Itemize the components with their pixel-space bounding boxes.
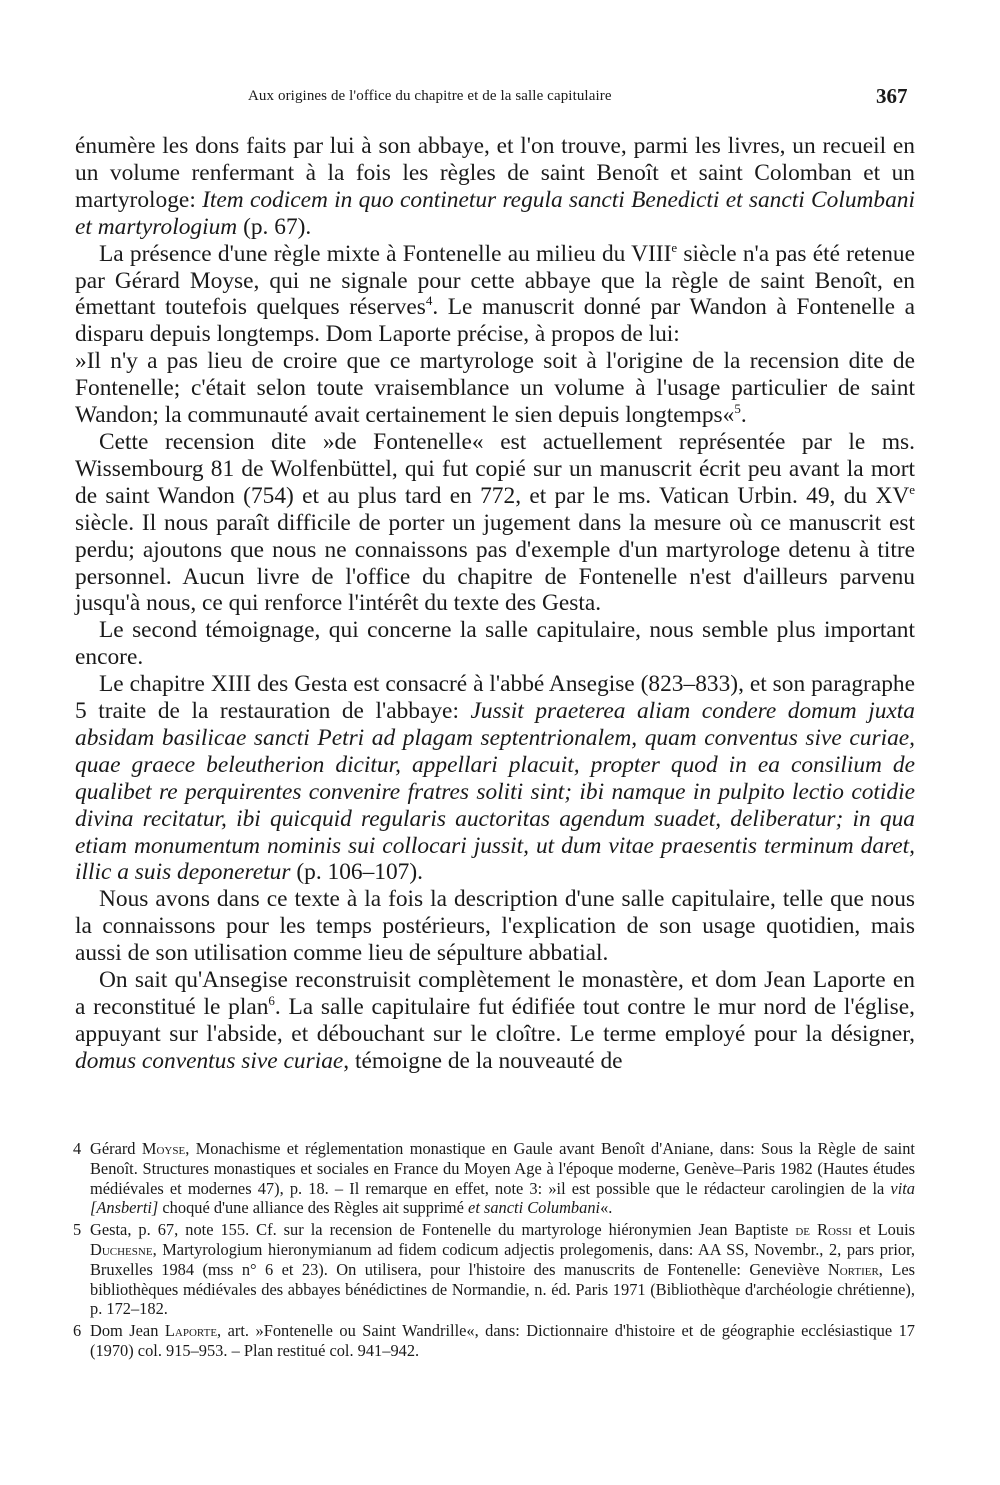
paragraph-4: Cette recension dite »de Fontenelle« est actuellement représentée par le ms. Wissembourg 81 de Wolfenbüttel, qui fut copié sur un manuscrit écrit peu avant la mort de saint Wandon (754) et au plus tard en 772, et par le ms. Vatican Urbin. 49, du XVe siècle. Il nous paraît difficile de porter un jugement dans la mesure où ce manuscrit est perdu; ajoutons que nous ne connaissons pas d'exemple d'un martyrologe detenu à titre personnel. Aucun livre de l'office du chapitre de Fontenelle n'est d'ailleurs parvenu jusqu'à nous, ce qui renforce l'intérêt du texte des Gesta. [75, 428, 915, 617]
paragraph-8: On sait qu'Ansegise reconstruisit complètement le monastère, et dom Jean Laporte en a reconstitué le plan$^6$. La salle capitulaire fut édifiée tout contre le mur nord de l'église, appuyant sur l'abside, et débouchant sur le cloître. Le terme employé pour la désigner, domus conventus sive curiae, témoigne de la nouveauté de [75, 967, 915, 1074]
paragraph-6: Le chapitre XIII des Gesta est consacré à l'abbé Ansegise (823–833), et son paragraphe 5 traite de la restauration de l'abbaye: Jussit praeterea aliam condere domum juxta absidam basilicae sancti Petri ad plagam septentrionalem, quam conventus sive curiae, quae graece beleutherion dicitur, appellari placuit, propter quod in ea consilium de qualibet re perquirentes convenire fratres soliti sint; ibi namque in pulpito lectio cotidie divina recitatur, ibi quicquid regularis auctoritas agendum suadet, deliberatur; in qua etiam monumentum nominis sui collocari jussit, ut dum vitae praesentis terminum daret, illic a suis deponeretur (p. 106–107). [75, 671, 915, 886]
main-text [75, 133, 915, 1075]
footnotes [73, 1139, 915, 1363]
paragraph-5: Le second témoignage, qui concerne la salle capitulaire, nous semble plus important encore. [75, 617, 915, 671]
running-title: Aux origines de l'office du chapitre et de la salle capitulaire [248, 88, 612, 104]
footnote-5: 5 Gesta, p. 67, note 155. Cf. sur la recension de Fontenelle du martyrologe hiéronymien Jean Baptiste de Rossi et Louis Duchesne, Martyrologium hieronymianum ad fidem codicum adjectis prolegomenis, dans: AA SS, Novembr., 2, pars prior, Bruxelles 1984 (mss n° 6 et 23). On utilisera, pour l'histoire des manuscrits de Fontenelle: Geneviève Nortier, Les bibliothèques médiévales des abbayes bénédictines de Normandie, n. éd. Paris 1971 (Bibliothèque d'archéologie chrétienne), p. 172–182. [73, 1220, 916, 1319]
footnote-ref-5[interactable]: 5 [734, 401, 741, 417]
latin-quotation: Jussit praeterea aliam condere domum juxta absidam basilicae sancti Petri ad plagam septentrionalem, quam conventus sive curiae, quae graece beleutherion dicitur, appellari placuit, propter quod in ea consilium de qualibet re perquirentes convenire fratres soliti sint; ibi namque in pulpito lectio cotidie divina recitatur, ibi quicquid regularis auctoritas agendum suadet, deliberatur; in qua etiam monumentum nominis sui collocari jussit, ut dum vitae praesentis terminum daret, illic a suis deponeretur [75, 698, 915, 886]
paragraph-7: Nous avons dans ce texte à la fois la description d'une salle capitulaire, telle que nous la connaissons pour les temps postérieurs, l'explication de son usage quotidien, mais aussi de son utilisation comme lieu de sépulture abbatial. [75, 886, 915, 967]
footnote-ref-6[interactable]: 6 [268, 993, 275, 1008]
paragraph-3-quote: »Il n'y a pas lieu de croire que ce martyrologe soit à l'origine de la recension dite de Fontenelle; c'était selon toute vraisemblance un volume à l'usage particulier de saint Wandon; la communauté avait certainement le sien depuis longtemps«$^5$. [75, 348, 915, 429]
page-number: 367 [876, 84, 908, 108]
footnote-6: 6 Dom Jean Laporte, art. »Fontenelle ou Saint Wandrille«, dans: Dictionnaire d'histoire et de géographie ecclésiastique 17 (1970) col. 915–953. – Plan restitué col. 941–942. [73, 1321, 916, 1360]
paragraph-1: énumère les dons faits par lui à son abbaye, et l'on trouve, parmi les livres, un recueil en un volume renfermant à la fois les règles de saint Benoît et saint Colomban et un martyrologe: Item codicem in quo continetur regula sancti Benedicti et sancti Columbani et martyrologium (p. 67). [75, 133, 915, 240]
footnote-number: 4 [73, 1139, 82, 1158]
footnote-number: 6 [73, 1321, 82, 1341]
footnote-number: 5 [73, 1220, 82, 1240]
footnote-ref-4[interactable]: 4 [425, 293, 433, 309]
paragraph-2: La présence d'une règle mixte à Fontenelle au milieu du VIIIe siècle n'a pas été retenue par Gérard Moyse, qui ne signale pour cette abbaye que la règle de saint Benoît, en émettant toutefois quelques réserves$^4$. Le manuscrit donné par Wandon à Fontenelle a disparu depuis longtemps. Dom Laporte précise, à propos de lui: [75, 239, 915, 348]
footnote-4: 4 Gérard Moyse, Monachisme et réglementation monastique en Gaule avant Benoît d'Aniane, dans: Sous la Règle de saint Benoît. Structures monastiques et sociales en France du Moyen Age à l'époque moderne, Genève–Paris 1982 (Hautes études médiévales et modernes 47), p. 18. – Il remarque en effet, note 3: »il est possible que le rédacteur carolingien de la vita [Ansberti] choqué d'une alliance des Règles ait supprimé et sancti Columbani«. [73, 1139, 915, 1218]
